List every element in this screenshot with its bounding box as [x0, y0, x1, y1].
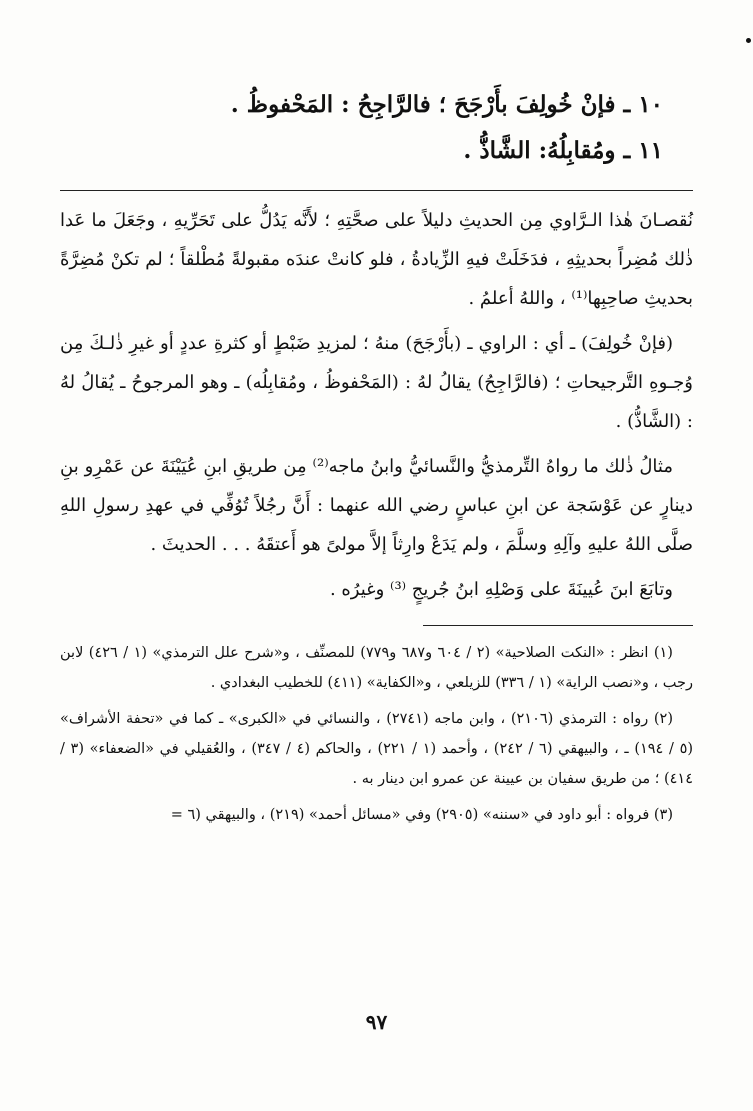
commentary-paragraph: (فإنْ خُولِفَ) ـ أي : الراوي ـ (بأَرْجَحَ) منهُ ؛ لمزيدِ ضَبْطٍ أو كثرةِ عددٍ أو غيرِ ذٰلـكَ مِن وُجـوهِ التَّرجيحاتِ ؛ (فالرَّاجِحُ) يقالُ لهُ : (المَحْفوظُ ، ومُقابِلُه) ـ وهو المرجوحُ ـ يُقالُ لهُ : (الشَّاذُّ) . — [60, 333, 693, 432]
commentary-paragraph: مثالُ ذٰلك ما رواهُ التِّرمذيُّ والنَّسائيُّ وابنُ ماجه⁽²⁾ مِن طريقِ ابنِ عُيَيْنَةَ عن عَمْرِو بنِ دينارٍ عن عَوْسَجة عن ابنِ عباسٍ رضي الله عنهما : أَنَّ رجُلاً تُوُفِّي في عهدِ رسولِ اللهِ صلَّى اللهُ عليهِ وآلِهِ وسلَّمَ ، ولم يَدَعْ وارِثاً إلاَّ مولىً هو أَعتقَهُ . . . الحديثَ . — [60, 456, 693, 555]
page-number: ٩٧ — [365, 1010, 388, 1034]
verse-divider — [60, 190, 693, 191]
book-page — [60, 0, 693, 1111]
commentary-paragraph: نُقصـانَ هٰذا الـرَّاوي مِن الحديثِ دليلاً على صحَّتِهِ ؛ لأَنَّه يَدُلُّ على تَحَرِّيهِ ، وجَعَلَ ما عَدا ذٰلك مُضِراً بحديثِهِ ، فدَخَلَتْ فيهِ الزِّيادةُ ، فلو كانتْ عندَه مقبولةً مُطْلقاً ؛ لم تكنْ مُضِرَّةً بحديثِ صاحِبِها⁽¹⁾ ، واللهُ أعلمُ . — [60, 210, 693, 309]
margin-dot — [746, 38, 751, 43]
commentary — [60, 201, 693, 609]
footnote: (١) انظر : «النكت الصلاحية» (٢ / ٦٠٤ و٦٨٧ و٧٧٩) للمصنِّف ، و«شرح علل الترمذي» (١ / ٤٢٦) لابن رجب ، و«نصب الراية» (١ / ٣٣٦) للزيلعي ، و«الكفاية» (٤١١) للخطيب البغدادي . — [60, 645, 693, 691]
verse-10: ١٠ ـ فإنْ خُولِفَ بأَرْجَحَ ؛ فالرَّاجِحُ : المَحْفوظُ . — [230, 91, 663, 118]
footnote: (٢) رواه : الترمذي (٢١٠٦) ، وابن ماجه (٢٧٤١) ، والنسائي في «الكبرى» ـ كما في «تحفة الأشراف» (٥ / ١٩٤) ـ ، والبيهقي (٦ / ٢٤٢) ، وأحمد (١ / ٢٢١) ، والحاكم (٤ / ٣٤٧) ، والعُقيلي في «الضعفاء» (٣ / ٤١٤) ؛ من طريق سفيان بن عيينة عن عمرو ابن دينار به . — [60, 711, 694, 787]
verse-11: ١١ ـ ومُقابِلُهُ: الشَّاذُّ . — [463, 137, 663, 164]
footnote: (٣) فرواه : أبو داود في «سننه» (٢٩٠٥) وفي «مسائل أحمد» (٢١٩) ، والبيهقي (٦ = — [170, 807, 673, 823]
commentary-paragraph: وتابَعَ ابنَ عُيينَةَ على وَصْلِهِ ابنُ جُريجٍ ⁽³⁾ وغيرُه . — [329, 579, 673, 600]
footnote-divider — [423, 625, 693, 626]
footnotes — [60, 638, 693, 830]
